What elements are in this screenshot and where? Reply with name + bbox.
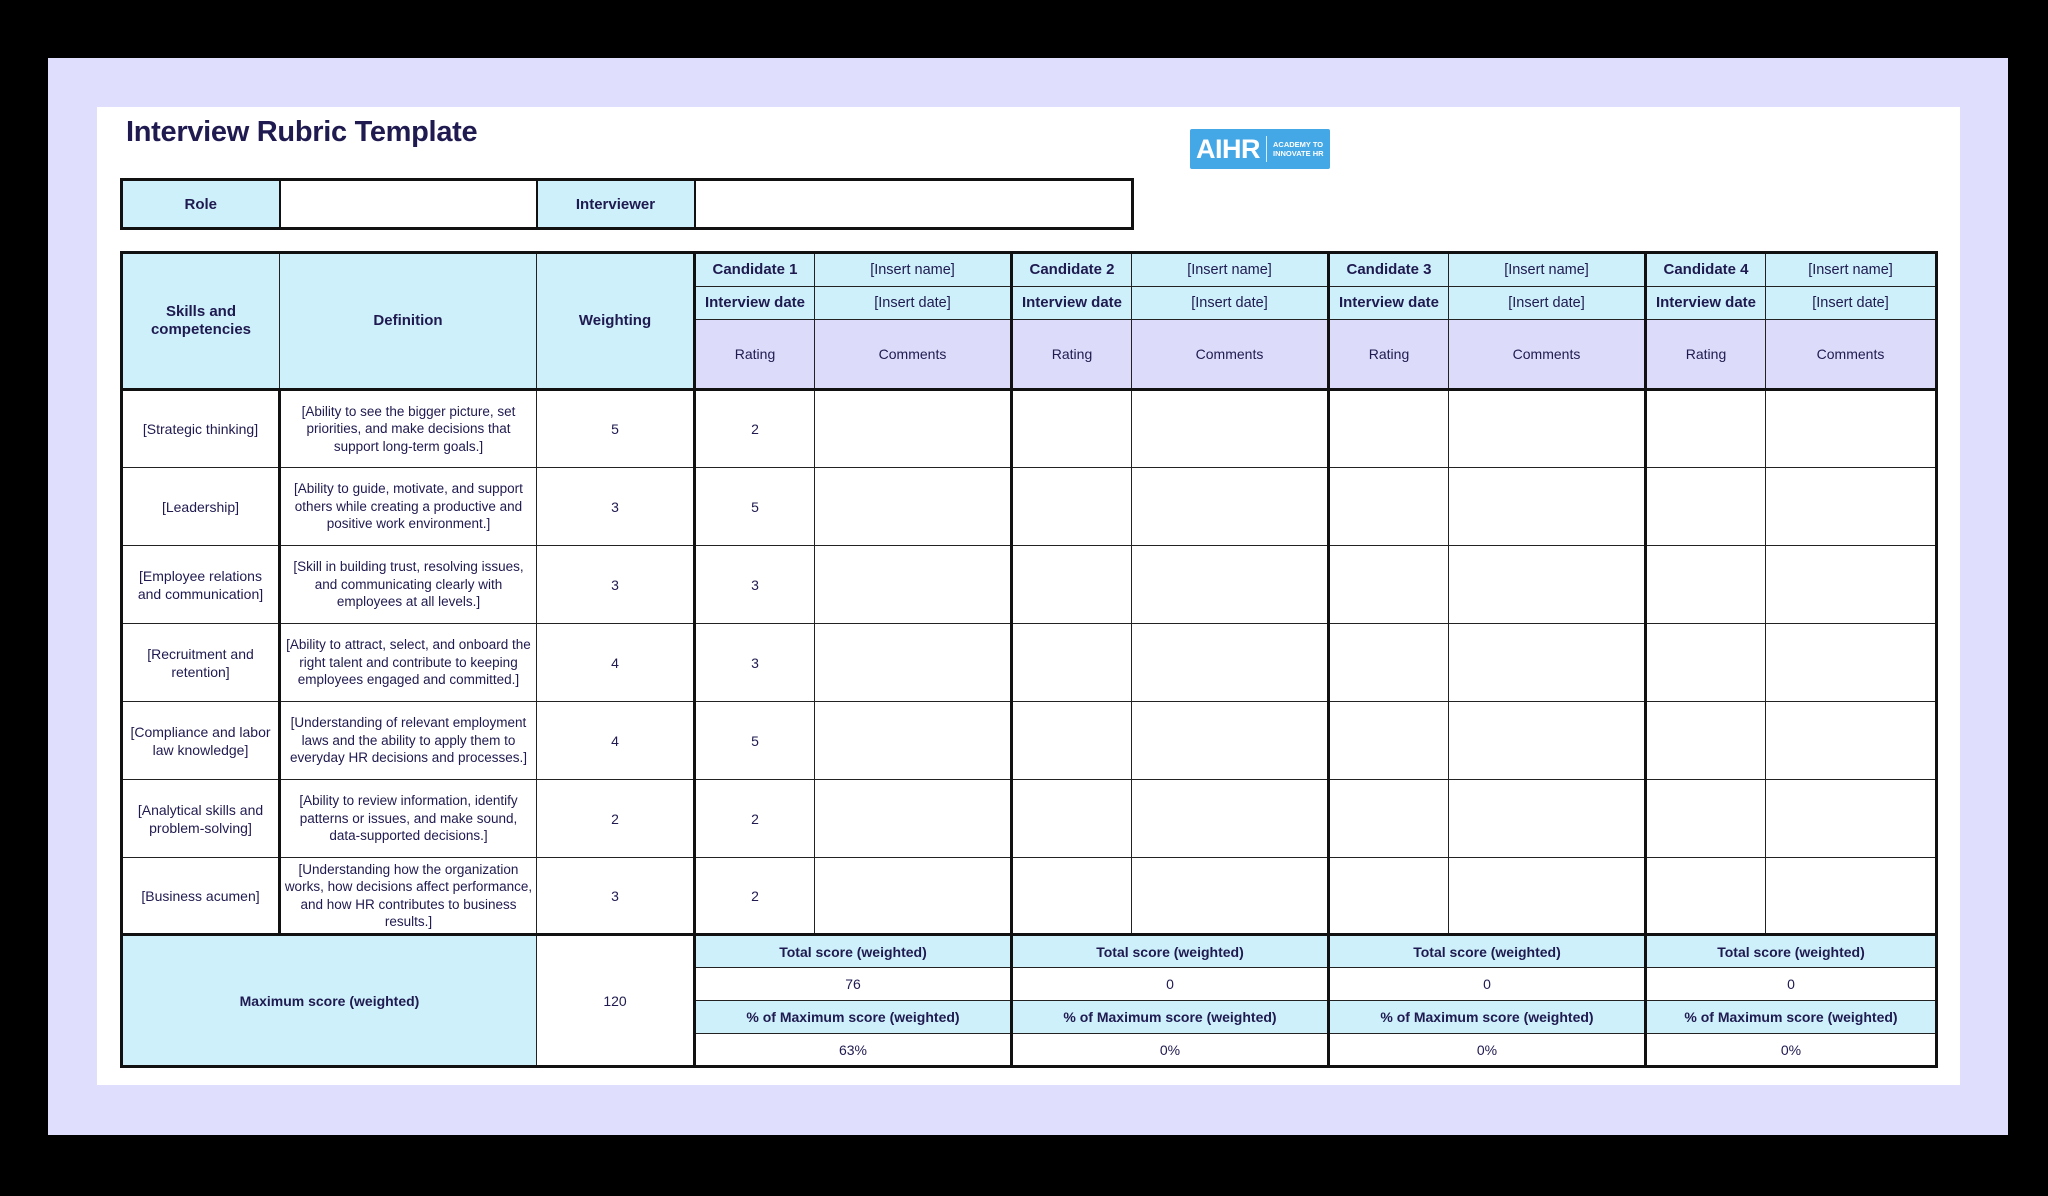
- candidate-3-comment[interactable]: [1449, 858, 1646, 935]
- aihr-logo: [1190, 129, 1330, 169]
- skill-name[interactable]: [Leadership]: [122, 468, 280, 546]
- skill-definition[interactable]: [Ability to review information, identify patterns or issues, and make sound, data-supported decisions.]: [280, 780, 537, 858]
- candidate-3-comment[interactable]: [1449, 624, 1646, 702]
- candidate-3-rating[interactable]: [1329, 546, 1449, 624]
- candidate-2-comment[interactable]: [1132, 858, 1329, 935]
- candidate-3-rating[interactable]: [1329, 858, 1449, 935]
- table-row: [122, 858, 1937, 935]
- candidate-2-comment[interactable]: [1132, 624, 1329, 702]
- logo-wordmark: AIHR: [1196, 133, 1260, 164]
- candidate-4-comment[interactable]: [1766, 702, 1937, 780]
- skill-name[interactable]: [Strategic thinking]: [122, 390, 280, 468]
- weighting-value[interactable]: 5: [537, 390, 695, 468]
- candidate-4-rating[interactable]: [1646, 624, 1766, 702]
- interview-date-label: Interview date: [1646, 287, 1766, 320]
- candidate-1-comment[interactable]: [815, 468, 1012, 546]
- candidate-2-total-value: 0: [1012, 968, 1329, 1001]
- candidate-3-comment[interactable]: [1449, 780, 1646, 858]
- candidate-4-pct-label: % of Maximum score (weighted): [1646, 1001, 1937, 1034]
- candidate-4-comment[interactable]: [1766, 468, 1937, 546]
- comments-header: Comments: [1766, 320, 1937, 390]
- candidate-4-comment[interactable]: [1766, 546, 1937, 624]
- candidate-1-rating[interactable]: 5: [695, 468, 815, 546]
- rating-header: Rating: [1012, 320, 1132, 390]
- candidate-4-rating[interactable]: [1646, 702, 1766, 780]
- candidate-3-rating[interactable]: [1329, 702, 1449, 780]
- candidate-4-total-label: Total score (weighted): [1646, 935, 1937, 968]
- page-title: Interview Rubric Template: [126, 116, 478, 148]
- skill-name[interactable]: [Recruitment and retention]: [122, 624, 280, 702]
- candidate-3-rating[interactable]: [1329, 780, 1449, 858]
- table-row: [122, 702, 1937, 780]
- rating-header: Rating: [1646, 320, 1766, 390]
- interview-date-label: Interview date: [695, 287, 815, 320]
- skill-definition[interactable]: [Understanding how the organization works, how decisions affect performance, and how HR contributes to business results.]: [280, 858, 537, 935]
- candidate-4-total-value: 0: [1646, 968, 1937, 1001]
- logo-tagline: ACADEMY TO INNOVATE HR: [1273, 140, 1324, 158]
- interviewer-label: Interviewer: [537, 180, 695, 229]
- candidate-2-rating[interactable]: [1012, 624, 1132, 702]
- interview-date-label: Interview date: [1329, 287, 1449, 320]
- candidate-2-pct-value: 0%: [1012, 1034, 1329, 1067]
- comments-header: Comments: [1132, 320, 1329, 390]
- candidate-1-total-value: 76: [695, 968, 1012, 1001]
- candidate-3-comment[interactable]: [1449, 390, 1646, 468]
- candidate-4-comment[interactable]: [1766, 624, 1937, 702]
- skill-definition[interactable]: [Ability to see the bigger picture, set priorities, and make decisions that support long-term goals.]: [280, 390, 537, 468]
- table-row: [122, 780, 1937, 858]
- candidate-4-pct-value: 0%: [1646, 1034, 1937, 1067]
- candidate-3-name-input[interactable]: [Insert name]: [1449, 253, 1646, 287]
- candidate-2-name-input[interactable]: [Insert name]: [1132, 253, 1329, 287]
- weighting-value[interactable]: 3: [537, 546, 695, 624]
- candidate-1-total-label: Total score (weighted): [695, 935, 1012, 968]
- candidate-3-rating[interactable]: [1329, 624, 1449, 702]
- interviewer-input[interactable]: [695, 180, 1133, 229]
- candidate-2-pct-label: % of Maximum score (weighted): [1012, 1001, 1329, 1034]
- candidate-4-rating[interactable]: [1646, 858, 1766, 935]
- candidate-1-comment[interactable]: [815, 858, 1012, 935]
- skill-name[interactable]: [Employee relations and communication]: [122, 546, 280, 624]
- definition-header: Definition: [280, 253, 537, 390]
- candidate-2-rating[interactable]: [1012, 702, 1132, 780]
- meta-table: [120, 178, 1134, 230]
- weighting-value[interactable]: 2: [537, 780, 695, 858]
- skill-name[interactable]: [Compliance and labor law knowledge]: [122, 702, 280, 780]
- candidate-1-rating[interactable]: 2: [695, 780, 815, 858]
- skill-definition[interactable]: [Ability to attract, select, and onboard the right talent and contribute to keeping employees engaged and committed.]: [280, 624, 537, 702]
- candidate-4-comment[interactable]: [1766, 858, 1937, 935]
- candidate-1-rating[interactable]: 5: [695, 702, 815, 780]
- table-row: [122, 624, 1937, 702]
- candidate-3-comment[interactable]: [1449, 546, 1646, 624]
- candidate-4-date-input[interactable]: [Insert date]: [1766, 287, 1937, 320]
- candidate-1-rating[interactable]: 2: [695, 858, 815, 935]
- weighting-value[interactable]: 4: [537, 702, 695, 780]
- weighting-header: Weighting: [537, 253, 695, 390]
- candidate-3-label: Candidate 3: [1329, 253, 1449, 287]
- skill-name[interactable]: [Business acumen]: [122, 858, 280, 935]
- candidate-1-name-input[interactable]: [Insert name]: [815, 253, 1012, 287]
- candidate-2-rating[interactable]: [1012, 546, 1132, 624]
- comments-header: Comments: [815, 320, 1012, 390]
- candidate-2-date-input[interactable]: [Insert date]: [1132, 287, 1329, 320]
- candidate-2-comment[interactable]: [1132, 468, 1329, 546]
- candidate-3-pct-value: 0%: [1329, 1034, 1646, 1067]
- candidate-2-total-label: Total score (weighted): [1012, 935, 1329, 968]
- rubric-table: [120, 251, 1938, 1068]
- candidate-3-rating[interactable]: [1329, 390, 1449, 468]
- candidate-2-label: Candidate 2: [1012, 253, 1132, 287]
- rating-header: Rating: [1329, 320, 1449, 390]
- candidate-1-pct-value: 63%: [695, 1034, 1012, 1067]
- max-score-label: Maximum score (weighted): [122, 935, 537, 1067]
- candidate-3-comment[interactable]: [1449, 468, 1646, 546]
- rating-header: Rating: [695, 320, 815, 390]
- candidate-3-date-input[interactable]: [Insert date]: [1449, 287, 1646, 320]
- skill-definition[interactable]: [Understanding of relevant employment laws and the ability to apply them to everyday HR decisions and processes.]: [280, 702, 537, 780]
- candidate-1-rating[interactable]: 3: [695, 624, 815, 702]
- candidate-4-name-input[interactable]: [Insert name]: [1766, 253, 1937, 287]
- candidate-2-rating[interactable]: [1012, 858, 1132, 935]
- weighting-value[interactable]: 3: [537, 468, 695, 546]
- table-row: [122, 390, 1937, 468]
- max-score-value: 120: [537, 935, 695, 1067]
- skills-header: Skills and competencies: [122, 253, 280, 390]
- candidate-3-total-value: 0: [1329, 968, 1646, 1001]
- candidate-3-comment[interactable]: [1449, 702, 1646, 780]
- role-label: Role: [122, 180, 280, 229]
- candidate-1-rating[interactable]: 2: [695, 390, 815, 468]
- candidate-2-comment[interactable]: [1132, 546, 1329, 624]
- candidate-1-comment[interactable]: [815, 702, 1012, 780]
- candidate-4-rating[interactable]: [1646, 780, 1766, 858]
- table-row: [122, 546, 1937, 624]
- candidate-4-rating[interactable]: [1646, 546, 1766, 624]
- candidate-2-rating[interactable]: [1012, 780, 1132, 858]
- candidate-4-label: Candidate 4: [1646, 253, 1766, 287]
- skill-definition[interactable]: [Ability to guide, motivate, and support others while creating a productive and positive work environment.]: [280, 468, 537, 546]
- candidate-1-rating[interactable]: 3: [695, 546, 815, 624]
- candidate-1-date-input[interactable]: [Insert date]: [815, 287, 1012, 320]
- weighting-value[interactable]: 4: [537, 624, 695, 702]
- candidate-3-total-label: Total score (weighted): [1329, 935, 1646, 968]
- candidate-2-comment[interactable]: [1132, 702, 1329, 780]
- candidate-1-comment[interactable]: [815, 390, 1012, 468]
- weighting-value[interactable]: 3: [537, 858, 695, 935]
- table-row: [122, 468, 1937, 546]
- candidate-1-comment[interactable]: [815, 780, 1012, 858]
- candidate-4-rating[interactable]: [1646, 468, 1766, 546]
- interview-date-label: Interview date: [1012, 287, 1132, 320]
- candidate-3-rating[interactable]: [1329, 468, 1449, 546]
- candidate-1-comment[interactable]: [815, 624, 1012, 702]
- candidate-2-rating[interactable]: [1012, 468, 1132, 546]
- skill-name[interactable]: [Analytical skills and problem-solving]: [122, 780, 280, 858]
- logo-divider: [1266, 136, 1267, 162]
- role-input[interactable]: [280, 180, 537, 229]
- candidate-1-label: Candidate 1: [695, 253, 815, 287]
- candidate-4-rating[interactable]: [1646, 390, 1766, 468]
- candidate-4-comment[interactable]: [1766, 390, 1937, 468]
- candidate-3-pct-label: % of Maximum score (weighted): [1329, 1001, 1646, 1034]
- skill-definition[interactable]: [Skill in building trust, resolving issues, and communicating clearly with employees at all levels.]: [280, 546, 537, 624]
- candidate-1-comment[interactable]: [815, 546, 1012, 624]
- candidate-4-comment[interactable]: [1766, 780, 1937, 858]
- candidate-2-comment[interactable]: [1132, 780, 1329, 858]
- candidate-2-rating[interactable]: [1012, 390, 1132, 468]
- comments-header: Comments: [1449, 320, 1646, 390]
- candidate-2-comment[interactable]: [1132, 390, 1329, 468]
- candidate-1-pct-label: % of Maximum score (weighted): [695, 1001, 1012, 1034]
